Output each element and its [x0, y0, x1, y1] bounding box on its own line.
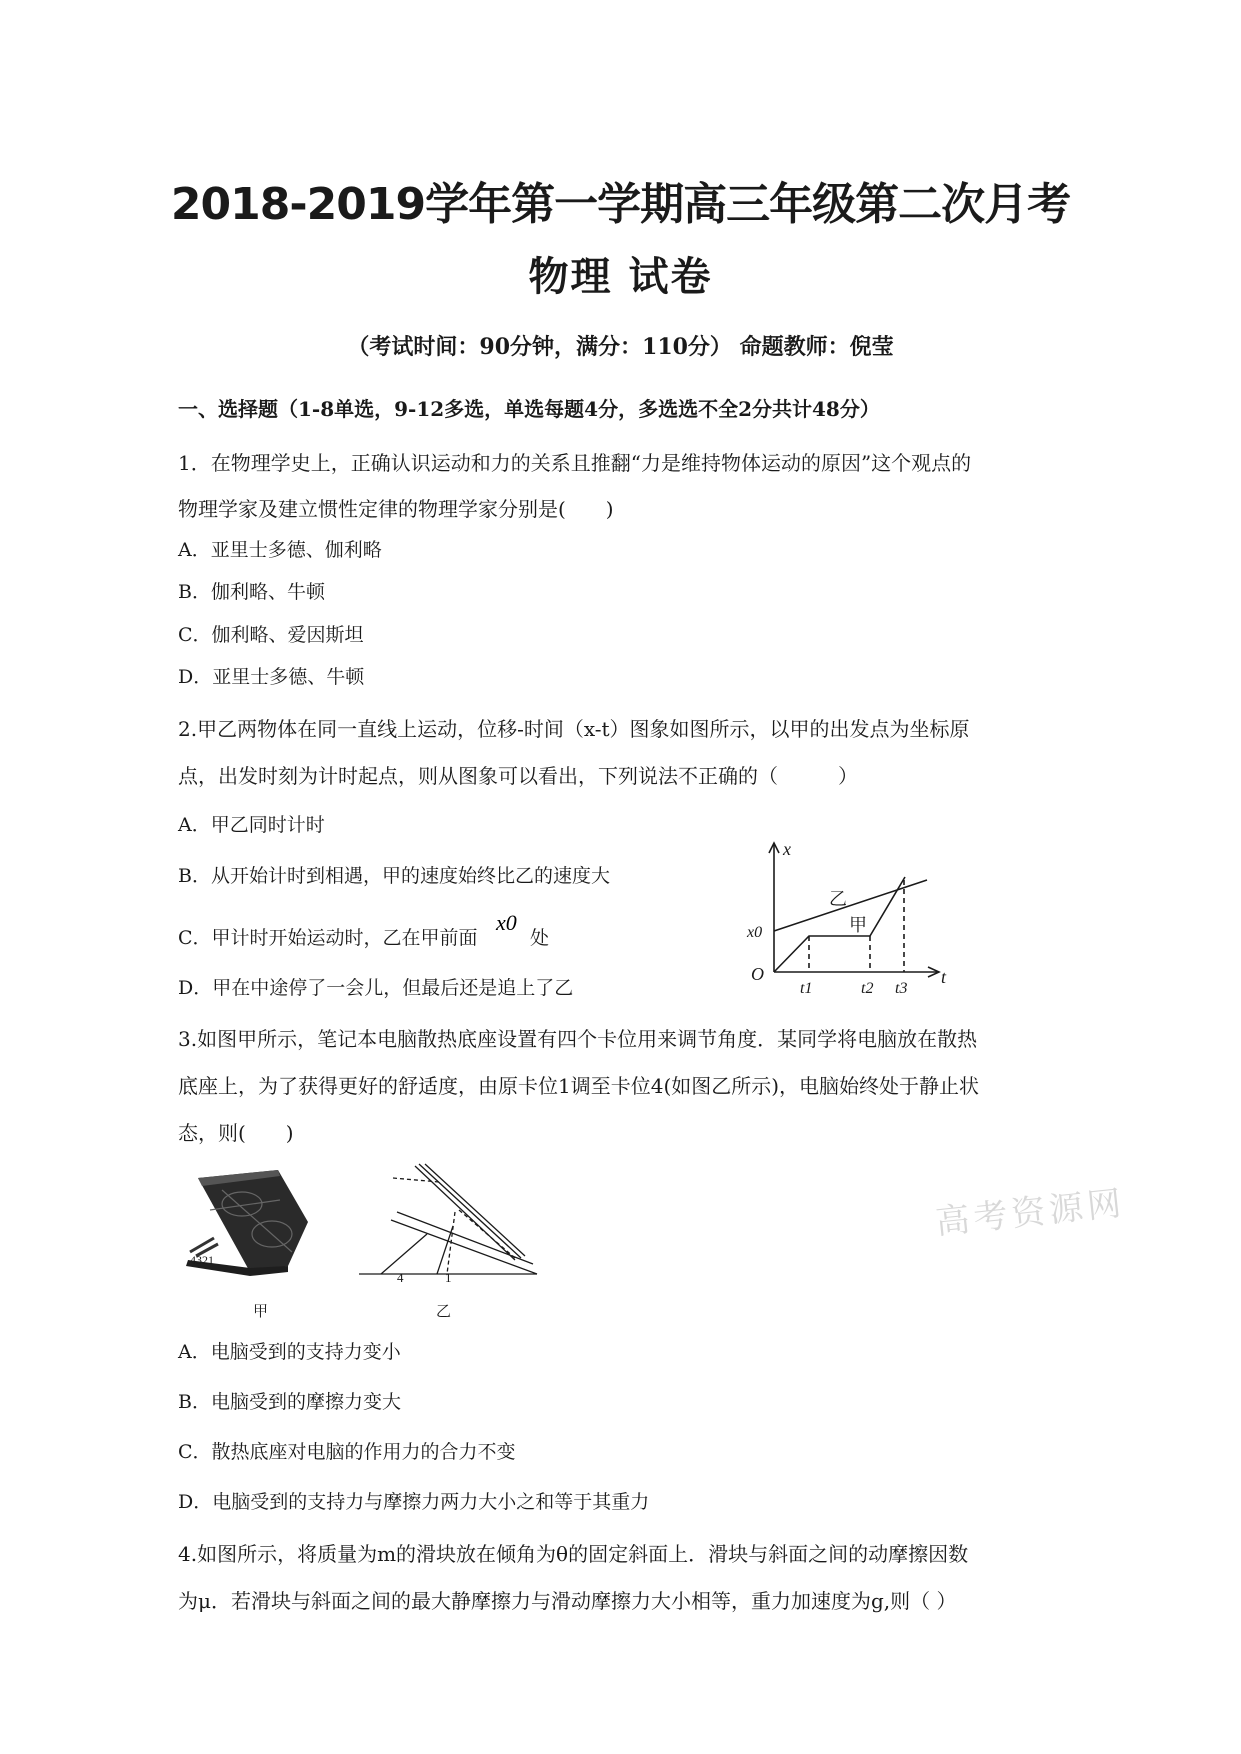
q2-line-2: 点，出发时刻为计时起点，则从图象可以看出，下列说法不正确的（ ）: [178, 764, 858, 788]
x0-symbol: [494, 910, 530, 944]
q3-option-b: B．电脑受到的摩擦力变大: [178, 1391, 401, 1413]
slot-numbers: 4321: [190, 1253, 214, 1267]
q3-option-c: C．散热底座对电脑的作用力的合力不变: [178, 1441, 516, 1463]
xt-graph: [745, 835, 960, 995]
q1-option-b: B．伽利略、牛顿: [178, 581, 325, 603]
watermark: 高考资源网: [933, 1183, 1127, 1243]
q2-line-1: 2.甲乙两物体在同一直线上运动，位移-时间（x-t）图象如图所示，以甲的出发点为坐标原: [178, 717, 970, 741]
q3-line-3: 态，则( ): [178, 1121, 294, 1145]
x-axis-label: x: [783, 839, 791, 859]
laptop-stand-photo: [180, 1160, 320, 1280]
q3-line-1: 3.如图甲所示，笔记本电脑散热底座设置有四个卡位用来调节角度．某同学将电脑放在散热: [178, 1027, 978, 1051]
q2-option-a: A．甲乙同时计时: [178, 814, 325, 836]
subject-title: 物理 试卷: [528, 254, 713, 300]
stand-angle-diagram: [355, 1160, 545, 1285]
exam-title: 2018-2019学年第一学期高三年级第二次月考: [170, 179, 1071, 230]
x0-label: x0: [747, 924, 763, 941]
label-yi: 乙: [829, 889, 847, 910]
q2-option-c: C．甲计时开始运动时，乙在甲前面: [178, 927, 478, 949]
q2-option-d: D．甲在中途停了一会儿，但最后还是追上了乙: [178, 977, 574, 999]
q2-option-b: B．从开始计时到相遇，甲的速度始终比乙的速度大: [178, 865, 610, 887]
t-axis-label: t: [941, 967, 947, 987]
exam-info: （考试时间：90分钟，满分：110分） 命题教师：倪莹: [347, 334, 894, 360]
label-jia: 甲: [849, 915, 867, 936]
q4-line-2: 为μ．若滑块与斜面之间的最大静摩擦力与滑动摩擦力大小相等，重力加速度为g,则（ ）: [178, 1589, 957, 1613]
q1-line-2: 物理学家及建立惯性定律的物理学家分别是( ): [178, 497, 614, 521]
q2-option-c-tail: 处: [530, 927, 550, 949]
q1-option-d: D．亚里士多德、牛顿: [178, 666, 365, 688]
q3-line-2: 底座上，为了获得更好的舒适度，由原卡位1调至卡位4(如图乙所示)，电脑始终处于静止状: [178, 1074, 980, 1098]
q3-option-a: A．电脑受到的支持力变小: [178, 1341, 401, 1363]
slot-1-label: 1: [445, 1270, 452, 1285]
t1-label: t1: [800, 980, 813, 995]
q3-option-d: D．电脑受到的支持力与摩擦力两力大小之和等于其重力: [178, 1491, 650, 1513]
slot-4-label: 4: [397, 1270, 404, 1285]
q1-option-c: C．伽利略、爱因斯坦: [178, 624, 364, 646]
fig-yi-label: 乙: [436, 1302, 452, 1320]
fig-jia-label: 甲: [253, 1302, 269, 1320]
q1-option-a: A．亚里士多德、伽利略: [178, 539, 382, 561]
section-heading: 一、选择题（1-8单选，9-12多选，单选每题4分，多选选不全2分共计48分）: [178, 397, 880, 421]
svg-text:x0: x0: [496, 910, 517, 935]
t3-label: t3: [895, 980, 908, 995]
q4-line-1: 4.如图所示，将质量为m的滑块放在倾角为θ的固定斜面上．滑块与斜面之间的动摩擦因数: [178, 1542, 969, 1566]
q1-line-1: 1．在物理学史上，正确认识运动和力的关系且推翻“力是维持物体运动的原因”这个观点的: [178, 451, 972, 475]
t2-label: t2: [861, 980, 874, 995]
origin-label: O: [751, 964, 764, 984]
